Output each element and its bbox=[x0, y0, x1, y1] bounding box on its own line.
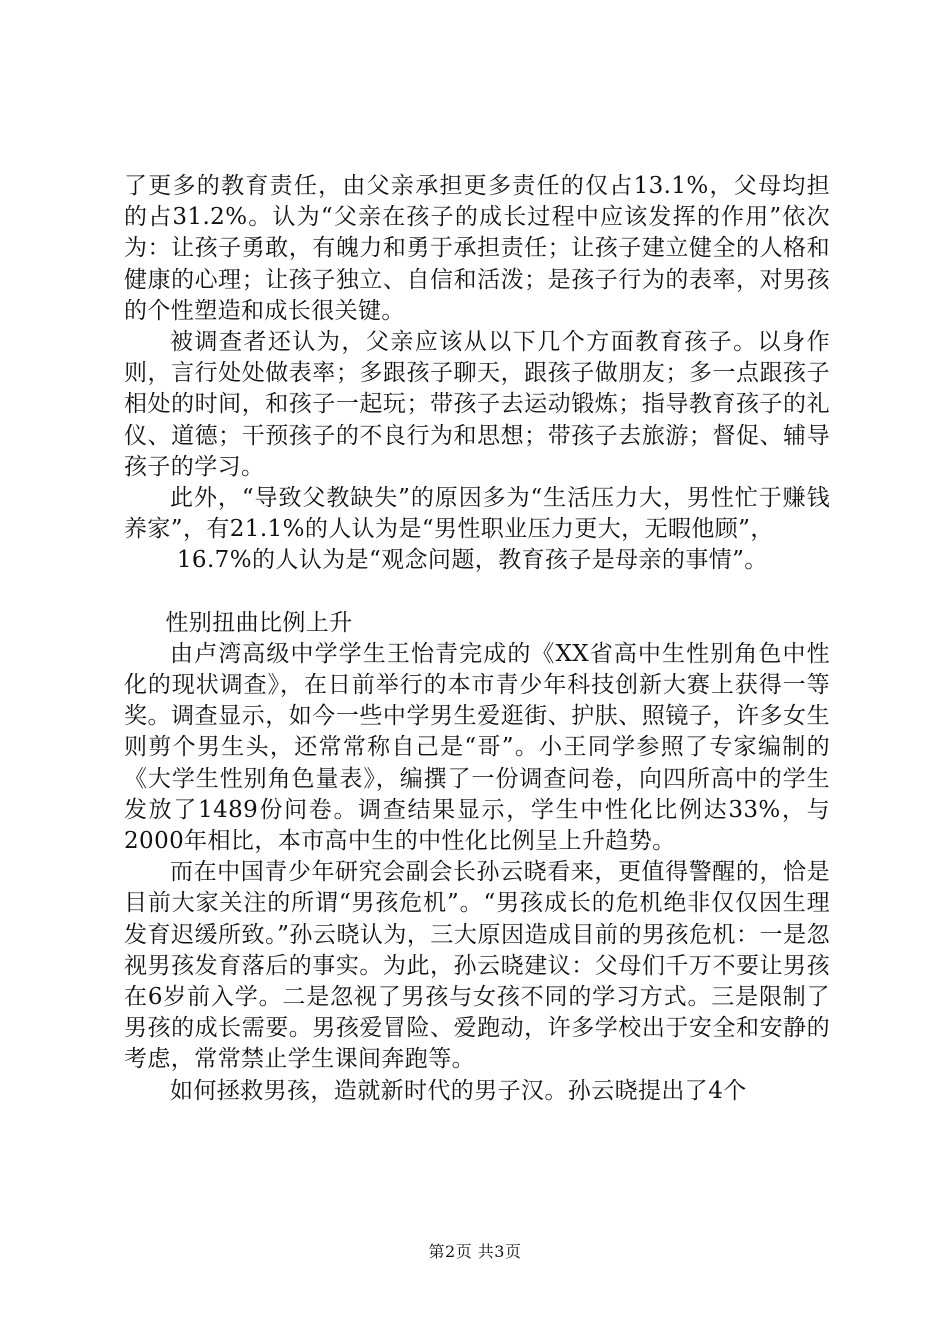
paragraph-survey-results: 由卢湾高级中学学生王怡青完成的《XX省高中生性别角色中性化的现状调查》，在日前举行的本市青少年科技创新大赛上获得一等奖。调查显示，如今一些中学男生爱逛街、护肤、照镜子，许多女生则剪个男生头，还常常称自己是“哥”。小王同学参照了专家编制的《大学生性别角色量表》，编撰了一份调查问卷，向四所高中的学生发放了1489份问卷。调查结果显示，学生中性化比例达33%，与2000年相比，本市高中生的中性化比例呈上升趋势。 bbox=[124, 640, 830, 855]
paragraph-parent-roles: 了更多的教育责任，由父亲承担更多责任的仅占13.1%，父母均担的占31.2%。认为“父亲在孩子的成长过程中应该发挥的作用”依次为：让孩子勇敢，有魄力和勇于承担责任；让孩子建立健全的人格和健康的心理；让孩子独立、自信和活泼；是孩子行为的表率，对男孩的个性塑造和成长很关键。 bbox=[124, 173, 830, 324]
paragraph-saving-boys: 如何拯救男孩，造就新时代的男子汉。孙云晓提出了4个 bbox=[170, 1077, 747, 1104]
document-body bbox=[124, 171, 830, 1107]
paragraph-father-education-ways: 被调查者还认为，父亲应该从以下几个方面教育孩子。以身作则，言行处处做表率；多跟孩子聊天，跟孩子做朋友；多一点跟孩子相处的时间，和孩子一起玩；带孩子去运动锻炼；指导教育孩子的礼仪、道德；干预孩子的不良行为和思想；带孩子去旅游；督促、辅导孩子的学习。 bbox=[124, 329, 830, 480]
paragraph-boy-crisis: 而在中国青少年研究会副会长孙云晓看来，更值得警醒的，恰是目前大家关注的所谓“男孩危机”。“男孩成长的危机绝非仅仅因生理发育迟缓所致。”孙云晓认为，三大原因造成目前的男孩危机：一是忽视男孩发育落后的事实。为此，孙云晓建议：父母们千万不要让男孩在6岁前入学。二是忽视了男孩与女孩不同的学习方式。三是限制了男孩的成长需要。男孩爱冒险、爱跑动，许多学校出于安全和安静的考虑，常常禁止学生课间奔跑等。 bbox=[124, 859, 830, 1073]
page-number-footer: 第2页 共3页 bbox=[428, 1242, 522, 1261]
paragraph-mother-responsibility: 16.7%的人认为是“观念问题，教育孩子是母亲的事情”。 bbox=[176, 547, 768, 574]
paragraph-gap bbox=[124, 577, 830, 608]
paragraph-father-absence-reasons: 此外，“导致父教缺失”的原因多为“生活压力大，男性忙于赚钱养家”，有21.1%的人认为是“男性职业压力更大，无暇他顾”， bbox=[124, 485, 830, 543]
section-heading: 性别扭曲比例上升 bbox=[165, 609, 353, 636]
